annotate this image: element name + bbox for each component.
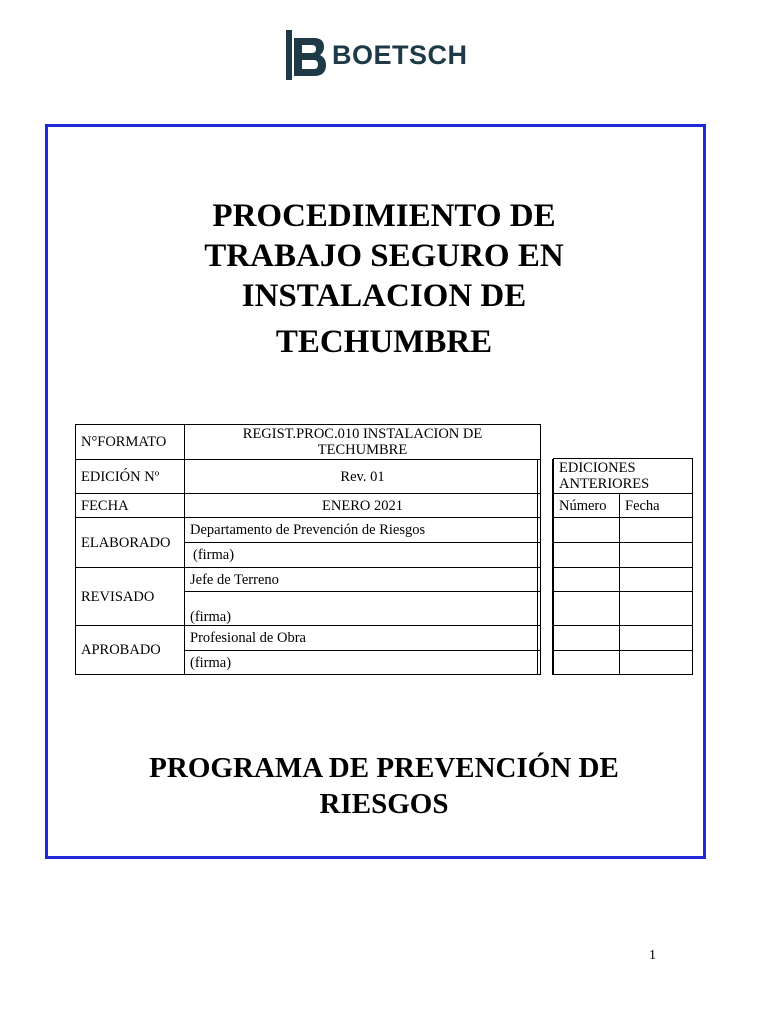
- empty-cell: [554, 651, 620, 675]
- formato-value-line: REGIST.PROC.010 INSTALACION DE: [242, 426, 483, 442]
- ediciones-anteriores-table: [553, 458, 693, 675]
- logo-text: BOETSCH: [332, 39, 468, 70]
- subtitle-line: RIESGOS: [319, 788, 449, 820]
- aprobado-value: Profesional de Obra: [185, 626, 541, 651]
- page-number: 1: [649, 948, 656, 963]
- elaborado-firma: (firma): [185, 543, 541, 568]
- ediciones-header-line: EDICIONES: [559, 460, 636, 476]
- title-line: TECHUMBRE: [275, 324, 493, 360]
- table-row: [554, 568, 693, 592]
- empty-cell: [620, 592, 693, 626]
- revisado-firma: (firma): [185, 592, 541, 626]
- empty-cell: [620, 568, 693, 592]
- title-line: INSTALACION DE: [241, 278, 527, 314]
- table-row: [554, 651, 693, 675]
- fecha-value: ENERO 2021: [185, 494, 541, 518]
- program-subtitle: [0, 750, 768, 822]
- table-row: [554, 626, 693, 651]
- formato-value: [185, 425, 541, 460]
- table-row: [76, 494, 541, 518]
- revisado-label: REVISADO: [76, 568, 185, 626]
- aprobado-firma: (firma): [185, 651, 541, 675]
- col-numero: Número: [554, 494, 620, 518]
- title-line: TRABAJO SEGURO EN: [204, 238, 564, 274]
- table-row: [554, 518, 693, 543]
- revisado-value: Jefe de Terreno: [185, 568, 541, 592]
- empty-cell: [554, 518, 620, 543]
- formato-value-line: TECHUMBRE: [317, 442, 408, 458]
- empty-cell: [554, 626, 620, 651]
- edicion-label: EDICIÓN Nº: [76, 460, 185, 494]
- empty-cell: [554, 568, 620, 592]
- empty-cell: [620, 651, 693, 675]
- spacer-column: [537, 459, 553, 675]
- fecha-label: FECHA: [76, 494, 185, 518]
- ediciones-header: [554, 459, 693, 494]
- empty-cell: [620, 626, 693, 651]
- table-row: [76, 626, 541, 651]
- empty-cell: [620, 543, 693, 568]
- aprobado-label: APROBADO: [76, 626, 185, 675]
- subtitle-line: PROGRAMA DE PREVENCIÓN DE: [149, 752, 619, 784]
- empty-cell: [554, 592, 620, 626]
- document-info-table: [75, 424, 541, 675]
- title-line: PROCEDIMIENTO DE: [212, 198, 556, 234]
- edicion-value: Rev. 01: [185, 460, 541, 494]
- table-row: [554, 592, 693, 626]
- table-row: [76, 460, 541, 494]
- elaborado-label: ELABORADO: [76, 518, 185, 568]
- table-row: [76, 568, 541, 592]
- formato-label: N°FORMATO: [76, 425, 185, 460]
- elaborado-value: Departamento de Prevención de Riesgos: [185, 518, 541, 543]
- empty-cell: [554, 543, 620, 568]
- table-row: [554, 494, 693, 518]
- company-logo: [286, 30, 468, 80]
- table-row: [554, 459, 693, 494]
- b-logo-icon: [286, 30, 328, 80]
- empty-cell: [620, 518, 693, 543]
- table-row: [76, 518, 541, 543]
- table-row: [76, 425, 541, 460]
- table-row: [554, 543, 693, 568]
- ediciones-header-line: ANTERIORES: [559, 476, 650, 492]
- document-title: [0, 196, 768, 362]
- col-fecha: Fecha: [620, 494, 693, 518]
